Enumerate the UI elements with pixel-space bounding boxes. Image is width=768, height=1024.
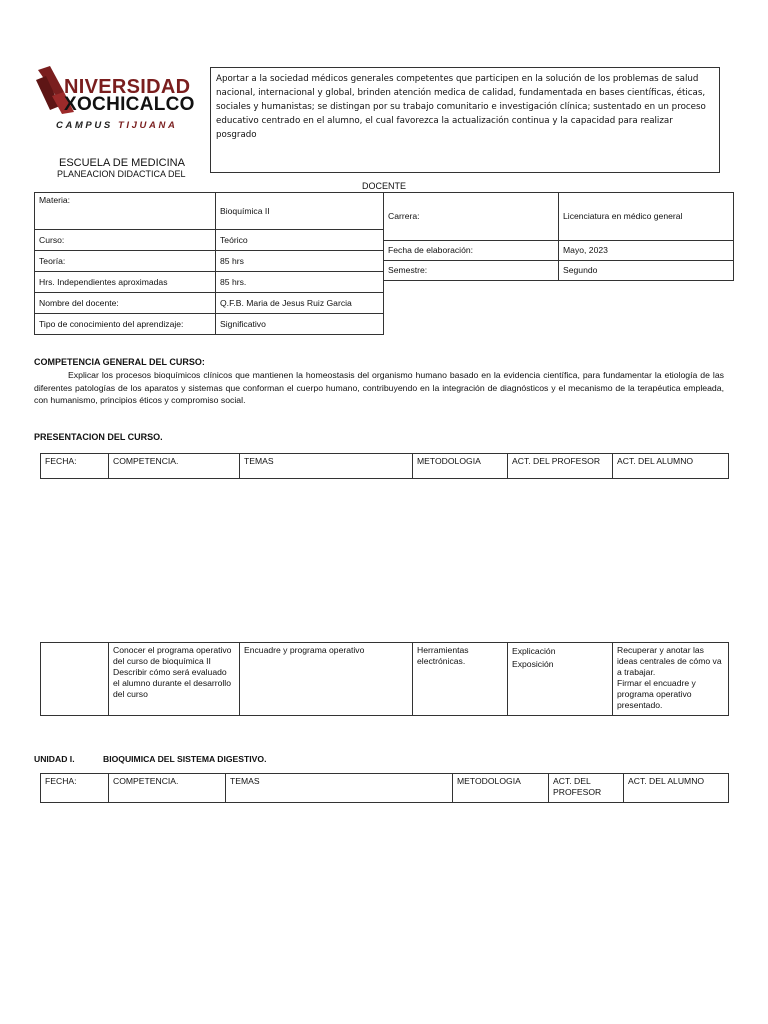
info-label: Materia:	[35, 193, 216, 230]
column-header: ACT. DEL ALUMNO	[613, 454, 729, 479]
alumno-cell	[613, 643, 729, 716]
mission-statement: Aportar a la sociedad médicos generales competentes que participen en la solución de los problemas de salud nacional, internacional y global, brinden atención medica de calidad, fundamentada en bases científicas, éticas, sociales y humanistas; se distingan por su trabajo comunitario e investigación clínica; sustentado en un proceso educativo centrado en el alumno, el cual favorezca la actualización continua y la capacidad para realizar posgrado	[210, 67, 720, 173]
competencia-cell: Conocer el programa operativo del curso de bioquímica II Describir cómo será evaluado el alumno durante el desarrollo del curso	[109, 643, 240, 716]
alumno-activity: Recuperar y anotar las ideas centrales de cómo va a trabajar.	[617, 645, 722, 677]
temas-cell: Encuadre y programa operativo	[240, 643, 413, 716]
column-header: FECHA:	[41, 454, 109, 479]
column-header: ACT. DEL PROFESOR	[549, 774, 624, 803]
column-header: TEMAS	[240, 454, 413, 479]
course-info-table	[34, 192, 384, 335]
table-row	[35, 293, 384, 314]
presentacion-header-table	[40, 453, 729, 479]
table-row	[35, 193, 384, 230]
profesor-activity: Explicación	[512, 646, 556, 656]
table-header-row	[41, 454, 729, 479]
table-row	[384, 193, 734, 241]
info-label: Semestre:	[384, 261, 559, 281]
logo-city-word: TIJUANA	[118, 120, 178, 131]
presentacion-content-table	[40, 642, 729, 716]
logo-campus-line	[56, 120, 177, 131]
table-row	[35, 272, 384, 293]
info-label: Carrera:	[384, 193, 559, 241]
logo-campus-word: CAMPUS	[56, 120, 113, 131]
competencia-paragraph	[34, 369, 724, 407]
info-value: Significativo	[216, 314, 384, 335]
career-info-table	[383, 192, 734, 281]
metodologia-cell: Herramientas electrónicas.	[413, 643, 508, 716]
info-label: Fecha de elaboración:	[384, 241, 559, 261]
table-row	[41, 643, 729, 716]
fecha-cell	[41, 643, 109, 716]
info-label: Curso:	[35, 230, 216, 251]
info-value: 85 hrs.	[216, 272, 384, 293]
plan-title-line2: DOCENTE	[362, 181, 407, 191]
logo-text-xochicalco: XOCHICALCO	[64, 94, 195, 115]
column-header: COMPETENCIA.	[109, 774, 226, 803]
info-value: 85 hrs	[216, 251, 384, 272]
table-row	[35, 314, 384, 335]
competencia-title: COMPETENCIA GENERAL DEL CURSO:	[34, 357, 205, 367]
column-header: ACT. DEL PROFESOR	[508, 454, 613, 479]
competencia-text: Explicar los procesos bioquímicos clínicos que mantienen la homeostasis del organismo humano basado en la evidencia científica, para fundamentar la etiología de las diferentes patologías de los aparatos y sistemas que conforman el cuerpo humano, contribuyendo en la integración de diagnósticos y el mecanismo de la terapéutica empleada, con humanismo, principios éticos y compromiso social.	[34, 370, 724, 405]
info-value: Licenciatura en médico general	[559, 193, 734, 241]
column-header: FECHA:	[41, 774, 109, 803]
info-value: Segundo	[559, 261, 734, 281]
info-value: Teórico	[216, 230, 384, 251]
info-value: Q.F.B. Maria de Jesus Ruiz Garcia	[216, 293, 384, 314]
column-header: ACT. DEL ALUMNO	[624, 774, 729, 803]
info-label: Nombre del docente:	[35, 293, 216, 314]
table-row	[384, 241, 734, 261]
school-name: ESCUELA DE MEDICINA	[59, 157, 185, 169]
column-header: COMPETENCIA.	[109, 454, 240, 479]
unidad-header-table	[40, 773, 729, 803]
column-header: METODOLOGIA	[413, 454, 508, 479]
table-header-row	[41, 774, 729, 803]
unidad-title: BIOQUIMICA DEL SISTEMA DIGESTIVO.	[103, 754, 267, 764]
column-header: METODOLOGIA	[453, 774, 549, 803]
plan-title-line1: PLANEACION DIDACTICA DEL	[57, 169, 186, 179]
info-label: Tipo de conocimiento del aprendizaje:	[35, 314, 216, 335]
info-value: Mayo, 2023	[559, 241, 734, 261]
table-row	[35, 230, 384, 251]
info-value: Bioquímica II	[216, 193, 384, 230]
alumno-activity: Firmar el encuadre y programa operativo presentado.	[617, 678, 696, 710]
presentacion-title: PRESENTACION DEL CURSO.	[34, 432, 163, 442]
profesor-cell	[508, 643, 613, 716]
logo-text-universidad: NIVERSIDAD	[64, 76, 191, 98]
unidad-number: UNIDAD I.	[34, 754, 75, 764]
table-row	[384, 261, 734, 281]
column-header: TEMAS	[226, 774, 453, 803]
info-label: Hrs. Independientes aproximadas	[35, 272, 216, 293]
table-row	[35, 251, 384, 272]
profesor-activity: Exposición	[512, 658, 554, 669]
info-label: Teoría:	[35, 251, 216, 272]
